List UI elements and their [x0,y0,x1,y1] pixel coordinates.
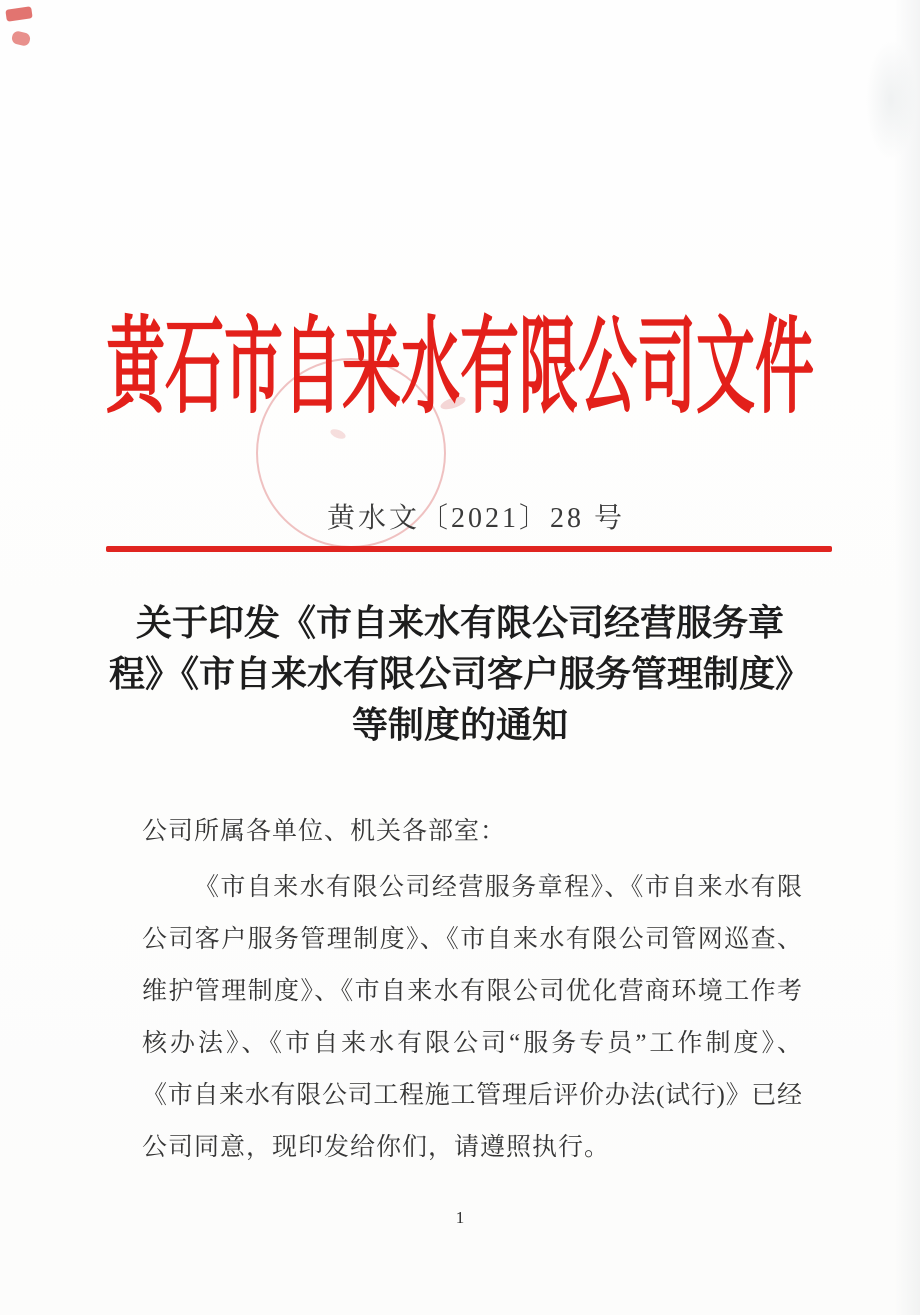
notice-title-line: 程》《市自来水有限公司客户服务管理制度》 [108,654,811,694]
scan-artifact-red-fleck [11,30,32,47]
scan-artifact-red-fleck [5,6,32,22]
salutation-line: 公司所属各单位、机关各部室： [142,818,507,845]
page-number: 1 [455,1208,465,1227]
body-text-line: 《市自来水有限公司工程施工管理后评价办法(试行)》已经 [142,1082,802,1109]
body-text-line: 公司同意，现印发给你们，请遵照执行。 [142,1134,611,1161]
notice-title-line: 关于印发《市自来水有限公司经营服务章 [135,603,784,643]
body-text-line: 核办法》、《市自来水有限公司“服务专员”工作制度》、 [142,1030,802,1057]
notice-title [0,598,920,751]
letterhead-red-rule [106,546,832,552]
notice-body [142,814,802,1180]
body-text-line: 公司客户服务管理制度》、《市自来水有限公司管网巡查、 [142,926,802,953]
document-number: 黄水文〔2021〕28 号 [326,503,625,534]
scan-artifact-smudge [866,40,916,160]
body-text-line: 《市自来水有限公司经营服务章程》、《市自来水有限 [194,874,802,901]
letterhead-org-title: 黄石市自来水有限公司文件 [105,308,814,427]
notice-title-line: 等制度的通知 [351,705,568,745]
body-text-line: 维护管理制度》、《市自来水有限公司优化营商环境工作考 [142,978,802,1005]
